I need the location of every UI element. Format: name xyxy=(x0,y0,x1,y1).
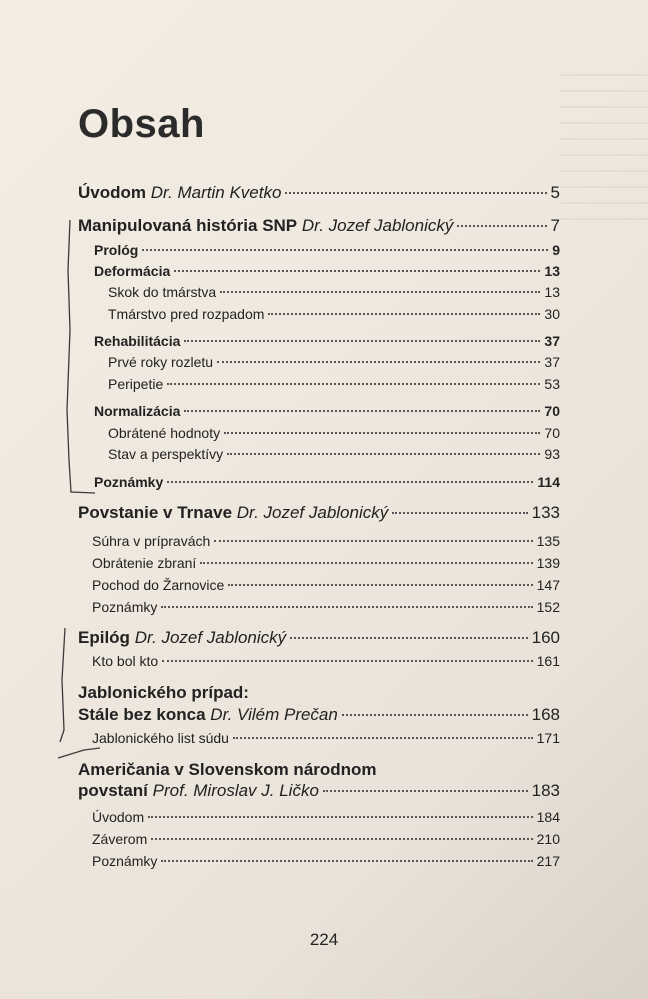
toc-entry-obratenie-zbrani: Obrátenie zbraní 139 xyxy=(92,555,560,571)
toc-entry-poznamky-3: Poznámky 217 xyxy=(92,853,560,869)
toc-entry-uvodom: Úvodom Dr. Martin Kvetko 5 xyxy=(78,183,560,202)
toc-entry-zaverom: Záverom 210 xyxy=(92,831,560,847)
toc-entry-prve-roky-rozletu: Prvé roky rozletu 37 xyxy=(108,354,560,370)
toc-entry-povstanie-v-trnave: Povstanie v Trnave Dr. Jozef Jablonický 133 xyxy=(78,503,560,522)
toc-entry-jablonickeho-list-sudu: Jablonického list súdu 171 xyxy=(92,730,560,746)
toc-entry-jablonickeho-pripad: Stále bez konca Dr. Vilém Prečan 168 xyxy=(78,705,560,724)
toc-entry-manipulovana-historia: Manipulovaná história SNP Dr. Jozef Jablonický 7 xyxy=(78,216,560,235)
toc-entry-prolog: Prológ 9 xyxy=(94,242,560,258)
toc-entry-rehabilitacia: Rehabilitácia 37 xyxy=(94,333,560,349)
page-title: Obsah xyxy=(78,102,205,146)
toc-entry-jablonickeho-pripad-line1: Jablonického prípad: xyxy=(78,683,249,702)
toc-entry-americania: povstaní Prof. Miroslav J. Ličko 183 xyxy=(78,781,560,800)
toc-entry-poznamky-2: Poznámky 152 xyxy=(92,599,560,615)
toc-entry-epilog: Epilóg Dr. Jozef Jablonický 160 xyxy=(78,628,560,647)
toc-entry-stav-a-perspektivy: Stav a perspektívy 93 xyxy=(108,446,560,462)
toc-entry-normalizacia: Normalizácia 70 xyxy=(94,403,560,419)
bleed-through-text xyxy=(560,60,648,220)
toc-entry-tmarstvo-pred-rozpadom: Tmárstvo pred rozpadom 30 xyxy=(108,306,560,322)
toc-entry-skok-do-tmarstva: Skok do tmárstva 13 xyxy=(108,284,560,300)
toc-entry-obratene-hodnoty: Obrátené hodnoty 70 xyxy=(108,425,560,441)
page-number: 224 xyxy=(309,930,339,949)
toc-entry-kto-bol-kto: Kto bol kto 161 xyxy=(92,653,560,669)
toc-entry-americania-line1: Američania v Slovenskom národnom xyxy=(78,760,377,779)
toc-entry-pochod-do-zarnovice: Pochod do Žarnovice 147 xyxy=(92,577,560,593)
toc-entry-deformacia: Deformácia 13 xyxy=(94,263,560,279)
toc-entry-suhra-v-pripravach: Súhra v prípravách 135 xyxy=(92,533,560,549)
toc-entry-uvodom-2: Úvodom 184 xyxy=(92,809,560,825)
toc-entry-peripetie: Peripetie 53 xyxy=(108,376,560,392)
toc-entry-poznamky-1: Poznámky 114 xyxy=(94,474,560,490)
